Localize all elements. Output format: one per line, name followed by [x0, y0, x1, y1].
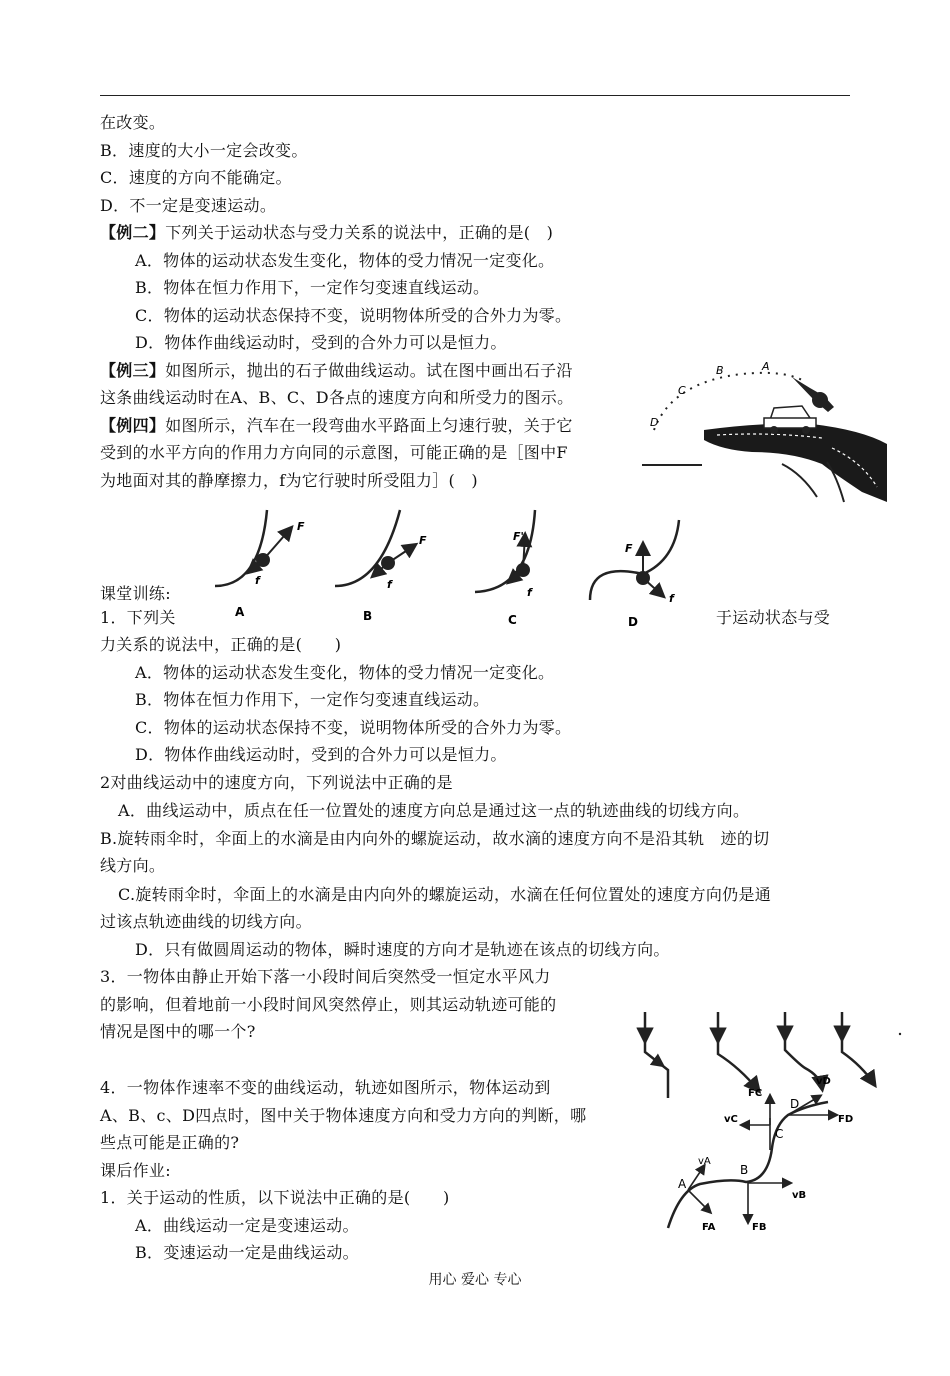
- example-3-text-1: 如图所示，抛出的石子做曲线运动。试在图中画出石子沿: [165, 361, 573, 380]
- question-3-line-3: 情况是图中的哪一个?: [100, 1022, 256, 1041]
- option-b: B．速度的大小一定会改变。: [100, 141, 308, 160]
- homework-option-a: A．曲线运动一定是变速运动。: [135, 1216, 359, 1235]
- example-4-text-2: 受到的水平方向的作用力方向同的示意图，可能正确的是［图中F: [100, 443, 568, 462]
- curve-label-fd: FD: [838, 1114, 854, 1125]
- car-c-label-f-prime: F': [513, 530, 524, 543]
- car-a-label-f-small: f: [255, 574, 260, 587]
- curve-point-a: A: [678, 1177, 687, 1191]
- question-1-start: 1．下列关: [100, 608, 176, 627]
- curve-point-d: D: [790, 1097, 800, 1111]
- example-2-option-a: A．物体的运动状态发生变化，物体的受力情况一定变化。: [135, 251, 555, 270]
- homework-option-b: B．变速运动一定是曲线运动。: [135, 1243, 359, 1262]
- curve-label-vb: vB: [792, 1190, 807, 1201]
- example-3-tag: 【例三】: [100, 361, 166, 380]
- car-b-label-f-small: f: [387, 578, 392, 591]
- curve-forces-figure: [660, 1070, 880, 1245]
- example-3-text-2: 这条曲线运动时在A、B、C、D各点的速度方向和所受力的图示。: [100, 388, 574, 407]
- header-rule: [100, 95, 850, 96]
- question-2-option-d: D．只有做圆周运动的物体，瞬时速度的方向才是轨迹在该点的切线方向。: [135, 940, 670, 959]
- curve-label-vc: vC: [724, 1114, 738, 1125]
- example-4-text-3: 为地面对其的静摩擦力，f为它行驶时所受阻力］( ): [100, 471, 478, 490]
- car-option-a: [215, 510, 305, 619]
- question-1-option-d: D．物体作曲线运动时，受到的合外力可以是恒力。: [135, 745, 507, 764]
- option-d: D．不一定是变速运动。: [100, 196, 277, 215]
- wind-a-letter: A: [674, 1094, 682, 1105]
- homework-question-1: 1．关于运动的性质，以下说法中正确的是( ): [100, 1188, 450, 1207]
- car-b-label-f-big: F: [419, 534, 427, 547]
- question-1-option-a: A．物体的运动状态发生变化，物体的受力情况一定变化。: [135, 663, 555, 682]
- curve-label-fb: FB: [752, 1222, 767, 1233]
- question-2-option-a: A．曲线运动中，质点在任一位置处的速度方向总是通过这一点的轨迹曲线的切线方向。: [118, 801, 750, 820]
- car-c-letter: C: [508, 613, 517, 627]
- question-3-line-2: 的影响，但着地前一小段时间风突然停止，则其运动轨迹可能的: [100, 995, 557, 1014]
- text-line: 在改变。: [100, 113, 166, 132]
- car-b-letter: B: [363, 609, 373, 623]
- question-4-line-2: A、B、c、D四点时，图中关于物体速度方向和受力方向的判断，哪: [100, 1106, 587, 1125]
- curve-label-vd: vD: [816, 1076, 831, 1087]
- wind-b-letter: B: [762, 1094, 770, 1105]
- stone-point-c: C: [678, 384, 686, 397]
- stone-point-b: B: [716, 364, 724, 377]
- example-2-text: 下列关于运动状态与受力关系的说法中，正确的是( ): [165, 223, 554, 242]
- stone-point-d: D: [650, 416, 659, 429]
- question-2-option-c-1: C.旋转雨伞时，伞面上的水滴是由内向外的螺旋运动，水滴在任何位置处的速度方向仍是通: [118, 885, 772, 904]
- page-footer: 用心 爱心 专心: [428, 1272, 522, 1288]
- question-4-line-1: 4．一物体作速率不变的曲线运动，轨迹如图所示，物体运动到: [100, 1078, 551, 1097]
- question-1-option-b: B．物体在恒力作用下，一定作匀变速直线运动。: [135, 690, 490, 709]
- car-option-b: [335, 510, 427, 623]
- curve-label-fc: FC: [748, 1088, 763, 1099]
- example-2-tag: 【例二】: [100, 223, 166, 242]
- car-option-c: [475, 510, 535, 627]
- curve-label-va: vA: [698, 1156, 711, 1167]
- example-4-tag: 【例四】: [100, 416, 166, 435]
- car-a-label-f-big: F: [297, 520, 305, 533]
- example-2-option-b: B．物体在恒力作用下，一定作匀变速直线运动。: [135, 278, 490, 297]
- example-2: [100, 222, 553, 244]
- stone-trajectory-figure: [632, 352, 887, 507]
- curve-point-c: C: [775, 1127, 784, 1141]
- question-2-option-b-1: B.旋转雨伞时，伞面上的水滴是由内向外的螺旋运动，故水滴的速度方向不是沿其轨 迹的切: [100, 829, 770, 848]
- car-a-letter: A: [235, 605, 245, 619]
- car-force-options-figure: [205, 500, 685, 635]
- question-2-option-c-2: 过该点轨迹曲线的切线方向。: [100, 912, 312, 931]
- car-d-letter: D: [628, 615, 638, 629]
- curve-point-b: B: [740, 1163, 749, 1177]
- example-3: [100, 360, 573, 382]
- question-2: 2对曲线运动中的速度方向，下列说法中正确的是: [100, 773, 453, 792]
- question-2-option-b-2: 线方向。: [100, 856, 166, 875]
- homework-title: 课后作业:: [100, 1161, 171, 1180]
- question-1-cont: 力关系的说法中，正确的是( ): [100, 635, 342, 654]
- example-4-text-1: 如图所示，汽车在一段弯曲水平路面上匀速行驶，关于它: [165, 416, 573, 435]
- car-option-d: [590, 520, 679, 629]
- example-2-option-d: D．物体作曲线运动时，受到的合外力可以是恒力。: [135, 333, 507, 352]
- stone-point-a: A: [762, 360, 770, 373]
- question-4-line-3: 些点可能是正确的?: [100, 1133, 240, 1152]
- car-d-label-f-big: F: [625, 542, 633, 555]
- example-4: [100, 415, 573, 437]
- car-c-label-f-small: f: [527, 586, 532, 599]
- question-3-line-1: 3．一物体由静止开始下落一小段时间后突然受一恒定水平风力: [100, 967, 551, 986]
- car-d-label-f-small: f: [669, 592, 674, 605]
- wind-c-letter: C: [826, 1094, 834, 1105]
- example-2-option-c: C．物体的运动状态保持不变，说明物体所受的合外力为零。: [135, 306, 572, 325]
- class-training-title: 课堂训练:: [100, 584, 171, 603]
- question-1-end: 于运动状态与受: [716, 608, 831, 627]
- option-c: C．速度的方向不能确定。: [100, 168, 292, 187]
- question-1-option-c: C．物体的运动状态保持不变，说明物体所受的合外力为零。: [135, 718, 572, 737]
- curve-label-fa: FA: [702, 1222, 716, 1233]
- road-scene: [642, 406, 887, 502]
